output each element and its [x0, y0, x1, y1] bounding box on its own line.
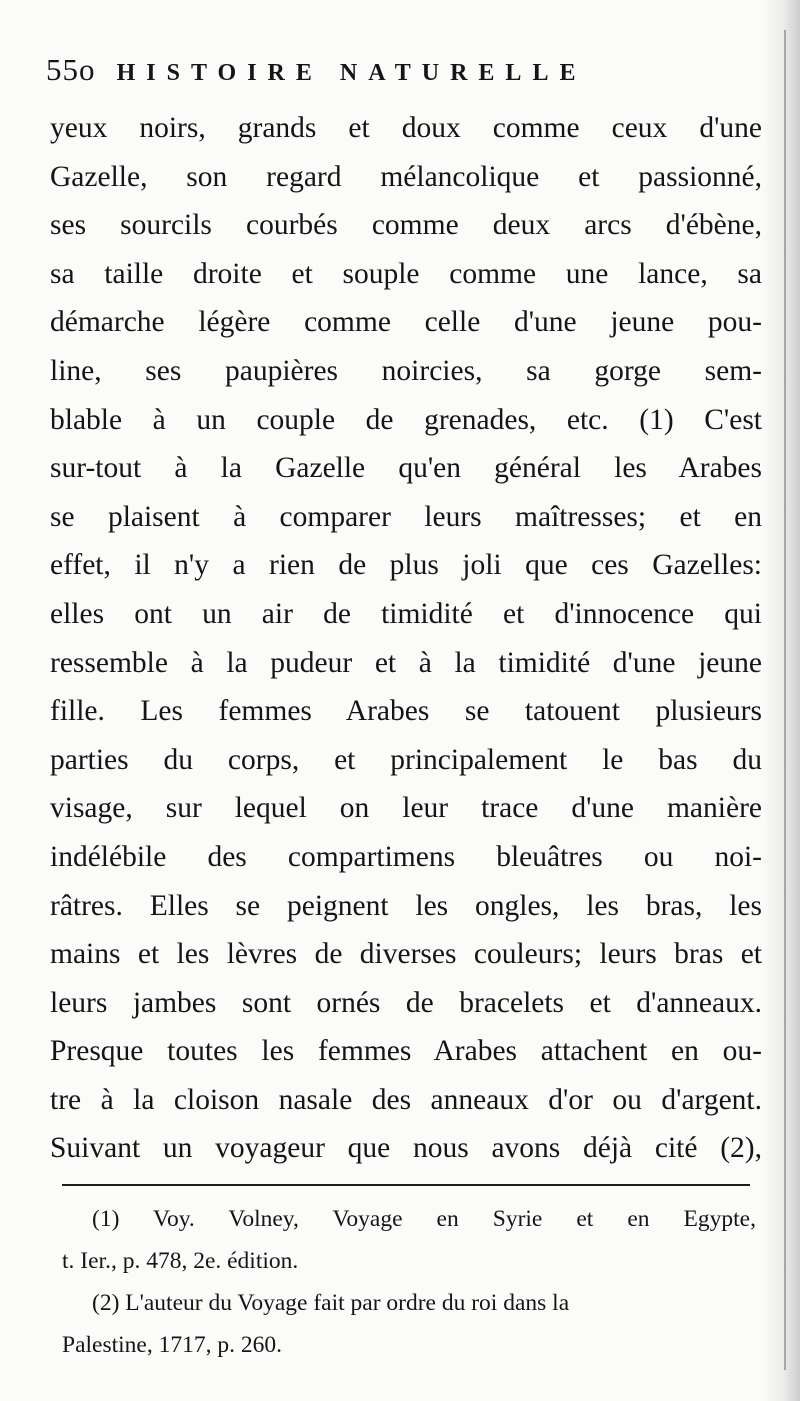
footnote-1-line-1: (1) Voy. Volney, Voyage en Syrie et en Egypte,	[92, 1206, 756, 1232]
page-number: 55o	[46, 52, 96, 87]
text-line: mains et les lèvres de diverses couleurs; leurs bras et	[50, 938, 762, 971]
footnote-separator	[62, 1184, 750, 1186]
text-line: Gazelle, son regard mélancolique et passionné,	[50, 160, 762, 193]
text-line: parties du corps, et principalement le bas du	[50, 743, 762, 776]
text-line: Presque toutes les femmes Arabes attachent en ou-	[50, 1035, 762, 1068]
text-line: visage, sur lequel on leur trace d'une manière	[50, 792, 762, 825]
text-line: Suivant un voyageur que nous avons déjà cité (2),	[50, 1132, 762, 1165]
footnote-2-line-2: Palestine, 1717, p. 260.	[62, 1332, 282, 1358]
text-line: blable à un couple de grenades, etc. (1) C'est	[50, 403, 762, 436]
footnotes	[62, 1198, 756, 1366]
text-line: line, ses paupières noircies, sa gorge sem-	[50, 354, 762, 387]
page-edge-shadow	[762, 0, 800, 1401]
text-line: démarche légère comme celle d'une jeune pou-	[50, 306, 762, 339]
text-line: se plaisent à comparer leurs maîtresses; et en	[50, 500, 762, 533]
text-line: ses sourcils courbés comme deux arcs d'ébène,	[50, 209, 762, 242]
footnote-1-line-2: t. Ier., p. 478, 2e. édition.	[62, 1248, 299, 1274]
text-line: elles ont un air de timidité et d'innocence qui	[50, 597, 762, 630]
text-line: sur-tout à la Gazelle qu'en général les Arabes	[50, 452, 762, 485]
running-title: HISTOIRE NATURELLE	[116, 60, 587, 86]
text-line: fille. Les femmes Arabes se tatouent plusieurs	[50, 695, 762, 728]
text-line: indélébile des compartimens bleuâtres ou noi-	[50, 840, 762, 873]
text-line: ressemble à la pudeur et à la timidité d'une jeune	[50, 646, 762, 679]
text-line: râtres. Elles se peignent les ongles, les bras, les	[50, 889, 762, 922]
text-line: sa taille droite et souple comme une lance, sa	[50, 257, 762, 290]
text-line: leurs jambes sont ornés de bracelets et d'anneaux.	[50, 986, 762, 1019]
body-text	[50, 104, 762, 1173]
page-edge-line	[784, 30, 786, 1370]
text-line: tre à la cloison nasale des anneaux d'or ou d'argent.	[50, 1083, 762, 1116]
footnote-2-line-1: (2) L'auteur du Voyage fait par ordre du roi dans la	[92, 1290, 570, 1316]
text-line: yeux noirs, grands et doux comme ceux d'une	[50, 112, 762, 144]
text-line: effet, il n'y a rien de plus joli que ces Gazelles:	[50, 549, 762, 582]
running-header	[46, 52, 746, 92]
